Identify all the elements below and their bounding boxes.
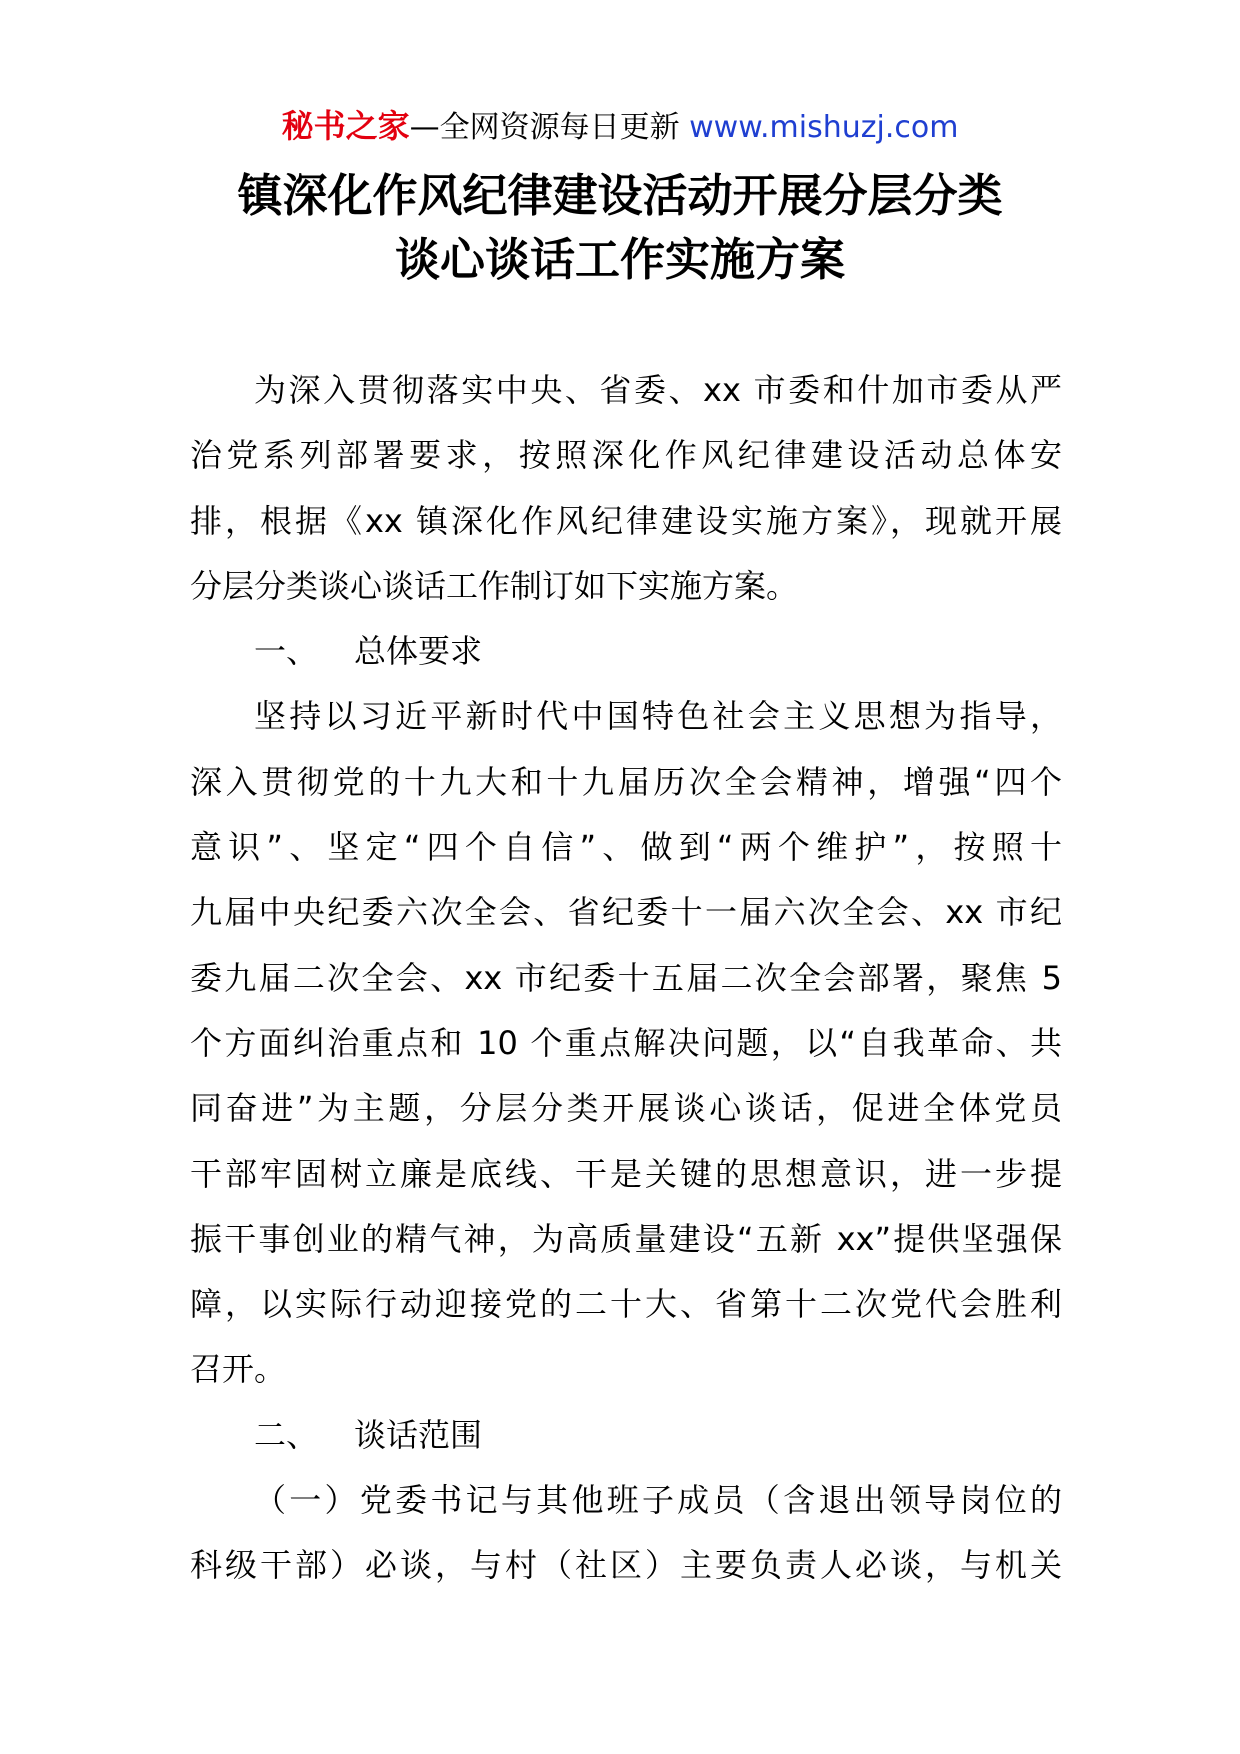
document-body bbox=[190, 358, 1062, 1599]
title-line-1: 镇深化作风纪律建设活动开展分层分类 bbox=[237, 169, 1003, 222]
intro-line: 分层分类谈心谈话工作制订如下实施方案。 bbox=[190, 566, 799, 605]
paragraph-line: 召开。 bbox=[190, 1350, 287, 1389]
paragraph-line: 委九届二次全会、xx 市纪委十五届二次全会部署，聚焦 5 bbox=[190, 958, 1062, 997]
paragraph-line: 深入贯彻党的十九大和十九届历次全会精神，增强“四个 bbox=[190, 762, 1062, 801]
paragraph-line: 意识”、坚定“四个自信”、做到“两个维护”，按照十 bbox=[190, 828, 1062, 867]
section-number: 一、 bbox=[254, 632, 319, 671]
watermark-header bbox=[0, 104, 1240, 150]
intro-line: 排，根据《xx 镇深化作风纪律建设实施方案》，现就开展 bbox=[190, 501, 1062, 540]
paragraph-line: 九届中央纪委六次全会、省纪委十一届六次全会、xx 市纪 bbox=[190, 893, 1062, 932]
section-heading-1 bbox=[190, 619, 1062, 684]
section-heading-text: 谈话范围 bbox=[354, 1415, 483, 1454]
document-title bbox=[0, 164, 1240, 292]
brand-name: 秘书之家 bbox=[281, 107, 410, 145]
intro-line: 为深入贯彻落实中央、省委、xx 市委和什加市委从严 bbox=[254, 371, 1062, 409]
paragraph-line: 振干事创业的精气神，为高质量建设“五新 xx”提供坚强保 bbox=[190, 1219, 1062, 1258]
section-heading-2 bbox=[190, 1403, 1062, 1468]
website-link[interactable]: www.mishuzj.com bbox=[689, 110, 959, 145]
paragraph-line: （一）党委书记与其他班子成员（含退出领导岗位的 bbox=[254, 1481, 1062, 1520]
header-tagline: —全网资源每日更新 bbox=[409, 110, 690, 145]
paragraph-line: 干部牢固树立廉是底线、干是关键的思想意识，进一步提 bbox=[190, 1154, 1062, 1193]
paragraph-line: 个方面纠治重点和 10 个重点解决问题，以“自我革命、共 bbox=[190, 1023, 1062, 1062]
paragraph-line: 障，以实际行动迎接党的二十大、省第十二次党代会胜利 bbox=[190, 1285, 1062, 1324]
paragraph-line: 同奋进”为主题，分层分类开展谈心谈话，促进全体党员 bbox=[190, 1089, 1062, 1128]
title-line-2: 谈心谈话工作实施方案 bbox=[394, 233, 845, 286]
paragraph-line: 坚持以习近平新时代中国特色社会主义思想为指导， bbox=[254, 697, 1062, 736]
section-heading-text: 总体要求 bbox=[354, 632, 483, 671]
section-number: 二、 bbox=[254, 1415, 319, 1454]
paragraph-line: 科级干部）必谈，与村（社区）主要负责人必谈，与机关 bbox=[190, 1546, 1062, 1585]
intro-line: 治党系列部署要求，按照深化作风纪律建设活动总体安 bbox=[190, 436, 1062, 475]
